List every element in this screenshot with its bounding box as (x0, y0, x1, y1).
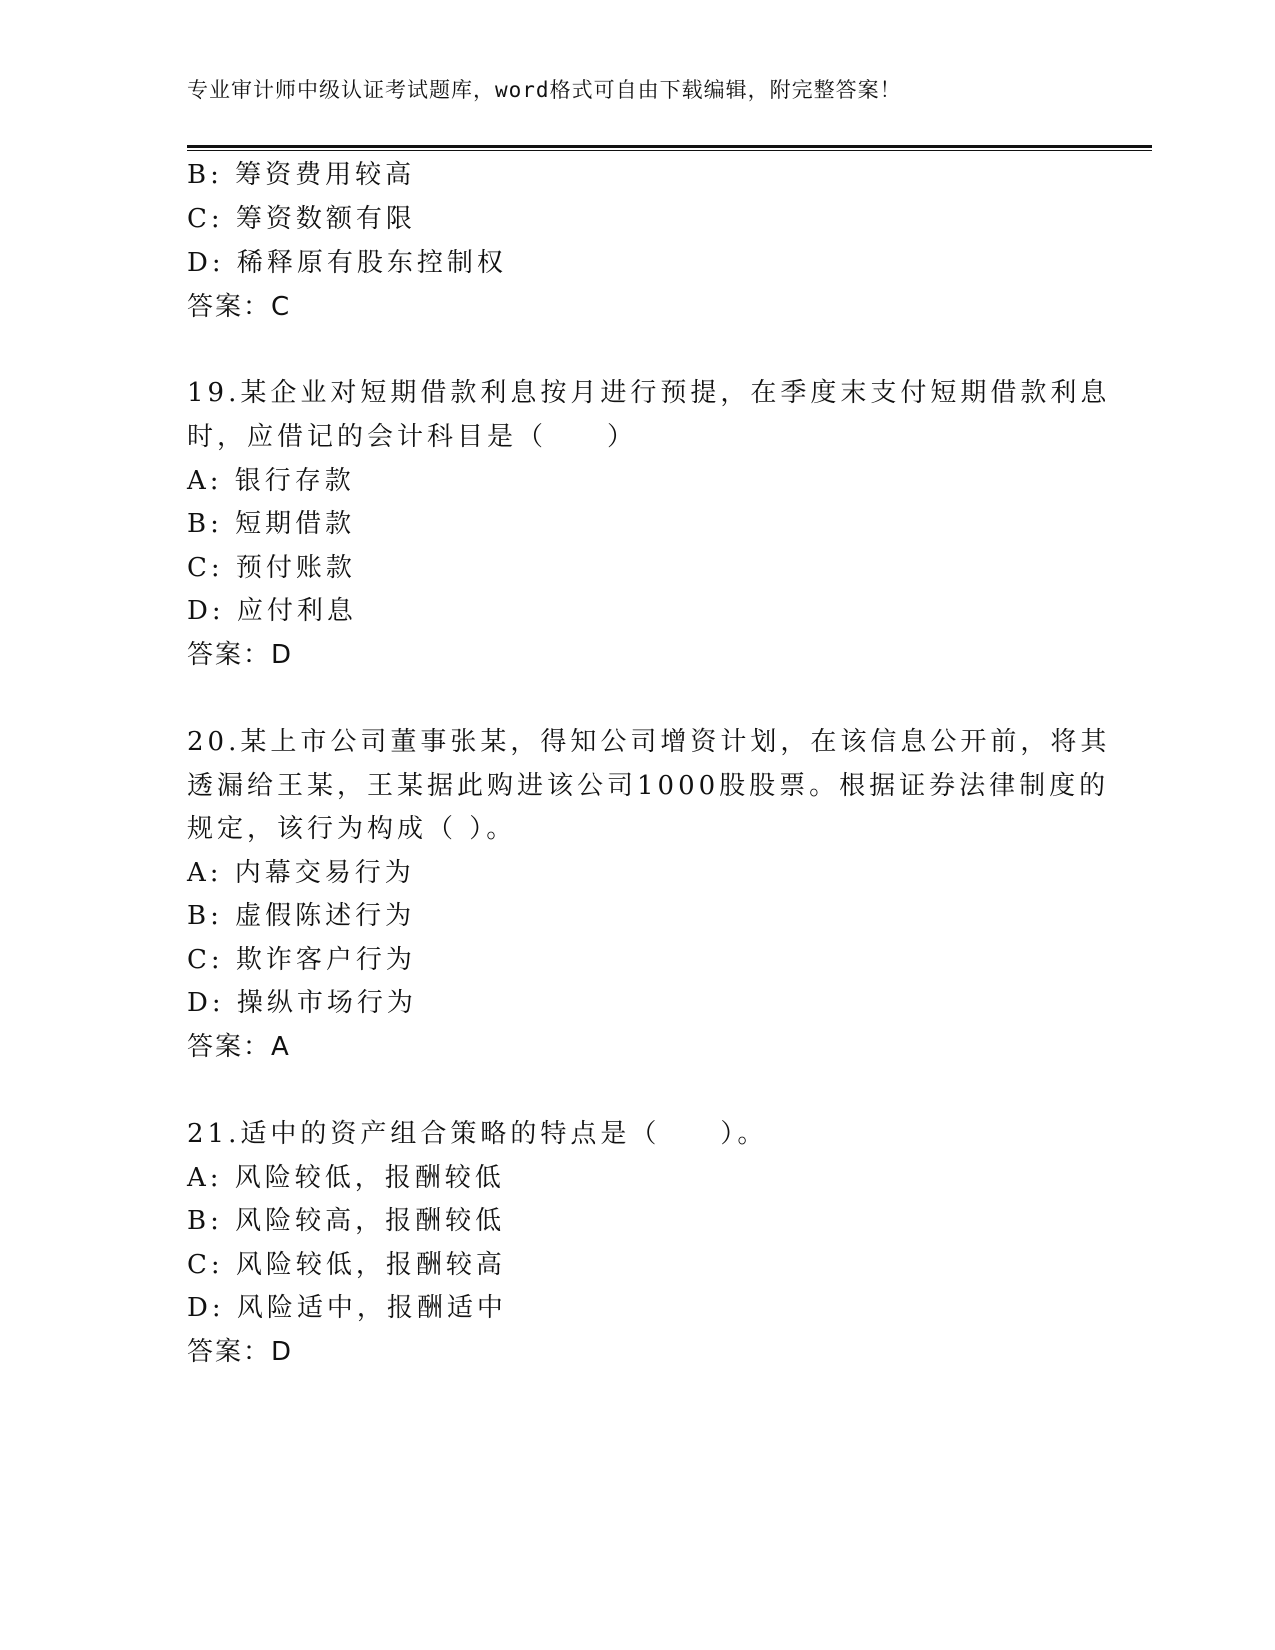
q20-option-d: D: 操纵市场行为 (187, 988, 417, 1018)
q21-answer: 答案：D (187, 1337, 294, 1367)
q21-option-d: D: 风险适中，报酬适中 (187, 1293, 507, 1323)
q20-stem-line-3: 规定，该行为构成（ ）。 (187, 814, 517, 844)
header-rule-thick (187, 145, 1152, 148)
q19-stem-line-1: 19.某企业对短期借款利息按月进行预提，在季度末支付短期借款利息 (187, 378, 1111, 408)
q19-option-b: B: 短期借款 (187, 509, 356, 539)
page-header: 专业审计师中级认证考试题库，word格式可自由下载编辑，附完整答案！ (187, 78, 902, 102)
q21-option-a: A: 风险较低，报酬较低 (187, 1163, 505, 1193)
q18-option-b: B: 筹资费用较高 (187, 160, 416, 190)
q19-option-a: A: 银行存款 (187, 466, 355, 496)
q20-option-b: B: 虚假陈述行为 (187, 901, 416, 931)
q20-stem-line-1: 20.某上市公司董事张某，得知公司增资计划，在该信息公开前，将其 (187, 727, 1111, 757)
q19-answer: 答案：D (187, 640, 294, 670)
q21-option-b: B: 风险较高，报酬较低 (187, 1206, 506, 1236)
q18-option-c: C: 筹资数额有限 (187, 204, 416, 234)
q21-option-c: C: 风险较低，报酬较高 (187, 1250, 506, 1280)
q20-answer: 答案：A (187, 1032, 291, 1062)
q19-stem-line-2: 时，应借记的会计科目是（ ） (187, 422, 638, 452)
q18-answer: 答案：C (187, 292, 292, 322)
q20-option-c: C: 欺诈客户行为 (187, 945, 416, 975)
header-rule-thin (187, 150, 1152, 151)
q19-option-d: D: 应付利息 (187, 596, 357, 626)
q21-stem-line-1: 21.适中的资产组合策略的特点是（ ）。 (187, 1119, 768, 1149)
q19-option-c: C: 预付账款 (187, 553, 356, 583)
q20-option-a: A: 内幕交易行为 (187, 858, 415, 888)
q18-option-d: D: 稀释原有股东控制权 (187, 248, 507, 278)
q20-stem-line-2: 透漏给王某，王某据此购进该公司1000股股票。根据证券法律制度的 (187, 771, 1110, 801)
